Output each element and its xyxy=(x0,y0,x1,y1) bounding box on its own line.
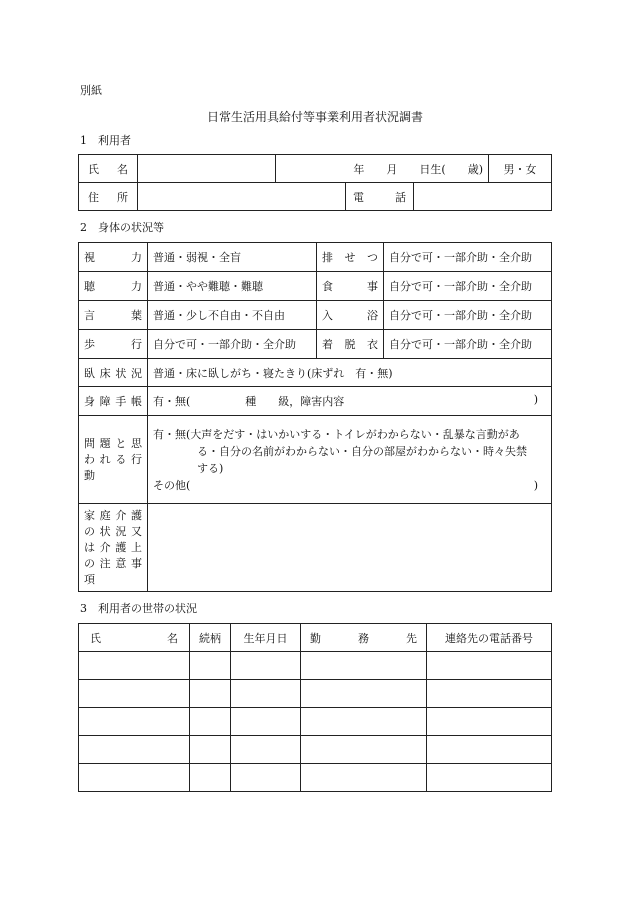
vision-value[interactable]: 普通・弱視・全盲 xyxy=(148,243,317,272)
cell[interactable] xyxy=(79,680,190,708)
cell[interactable] xyxy=(301,764,427,792)
problem-behavior-label: 問 題 と 思 わ れ る 行 動 xyxy=(79,416,148,504)
problem-behavior-value[interactable] xyxy=(148,416,552,504)
problem-other: その他( ) xyxy=(153,478,538,492)
cell[interactable] xyxy=(231,680,301,708)
bedridden-value[interactable]: 普通・床に臥しがち・寝たきり(床ずれ 有・無) xyxy=(148,359,552,387)
dressing-value[interactable]: 自分で可・一部介助・全介助 xyxy=(384,330,552,359)
cell[interactable] xyxy=(301,708,427,736)
cell[interactable] xyxy=(231,764,301,792)
cell[interactable] xyxy=(190,680,231,708)
dressing-label: 着 脱 衣 xyxy=(317,330,384,359)
walking-label: 歩 行 xyxy=(79,330,148,359)
household-table xyxy=(78,623,552,792)
disability-card-value[interactable]: 有・無( 種 級，障害内容 ) xyxy=(148,387,552,416)
hearing-label: 聴 力 xyxy=(79,272,148,301)
cell[interactable] xyxy=(190,708,231,736)
cell[interactable] xyxy=(79,708,190,736)
table-row xyxy=(79,708,552,736)
condition-row xyxy=(79,272,552,301)
physical-condition-table xyxy=(78,242,552,592)
address-field[interactable] xyxy=(138,183,346,211)
cell[interactable] xyxy=(231,708,301,736)
document-title: 日常生活用具給付等事業利用者状況調書 xyxy=(206,110,423,124)
cell[interactable] xyxy=(79,736,190,764)
vision-label: 視 力 xyxy=(79,243,148,272)
section2-heading: 2 身体の状況等 xyxy=(80,221,164,234)
sex-field[interactable] xyxy=(489,155,552,183)
condition-row xyxy=(79,330,552,359)
address-label: 住 所 xyxy=(79,183,138,211)
bathing-label: 入 浴 xyxy=(317,301,384,330)
meal-value[interactable]: 自分で可・一部介助・全介助 xyxy=(384,272,552,301)
problem-line-1: 有・無(大声をだす・はいかいする・トイレがわからない・乱暴な言動があ xyxy=(153,427,520,441)
bathing-value[interactable]: 自分で可・一部介助・全介助 xyxy=(384,301,552,330)
name-label: 氏 名 xyxy=(79,155,138,183)
cell[interactable] xyxy=(427,652,552,680)
excretion-value[interactable]: 自分で可・一部介助・全介助 xyxy=(384,243,552,272)
cell[interactable] xyxy=(231,736,301,764)
table-row xyxy=(79,764,552,792)
table-row xyxy=(79,736,552,764)
cell[interactable] xyxy=(427,680,552,708)
phone-field[interactable] xyxy=(414,183,552,211)
attachment-label: 別紙 xyxy=(80,84,102,97)
speech-value[interactable]: 普通・少し不自由・不自由 xyxy=(148,301,317,330)
home-care-label: 家 庭 介 護 の 状 況 又 は 介 護 上 の 注 意 事 項 xyxy=(79,504,148,592)
cell[interactable] xyxy=(301,680,427,708)
table-row xyxy=(79,680,552,708)
cell[interactable] xyxy=(79,764,190,792)
problem-line-2: る・自分の名前がわからない・自分の部屋がわからない・時々失禁 xyxy=(197,444,527,458)
condition-row xyxy=(79,301,552,330)
hearing-value[interactable]: 普通・やや難聴・難聴 xyxy=(148,272,317,301)
walking-value[interactable]: 自分で可・一部介助・全介助 xyxy=(148,330,317,359)
disability-card-label: 身 障 手 帳 xyxy=(79,387,148,416)
home-care-value[interactable] xyxy=(148,504,552,592)
sex-label: 男・女 xyxy=(503,162,537,176)
section3-heading: 3 利用者の世帯の状況 xyxy=(80,602,197,615)
cell[interactable] xyxy=(190,764,231,792)
col-phone-header: 連絡先の電話番号 xyxy=(427,624,552,652)
problem-line-3: する) xyxy=(197,461,224,475)
condition-row xyxy=(79,243,552,272)
birth-date-field[interactable] xyxy=(276,155,489,183)
section1-heading: 1 利用者 xyxy=(80,134,131,147)
col-name-header: 氏 名 xyxy=(79,624,190,652)
cell[interactable] xyxy=(231,652,301,680)
birth-date-label: 年 月 日生( 歳) xyxy=(353,162,484,176)
cell[interactable] xyxy=(190,652,231,680)
meal-label: 食 事 xyxy=(317,272,384,301)
col-relation-header: 続柄 xyxy=(190,624,231,652)
speech-label: 言 葉 xyxy=(79,301,148,330)
cell[interactable] xyxy=(79,652,190,680)
cell[interactable] xyxy=(190,736,231,764)
phone-label: 電 話 xyxy=(346,183,414,211)
cell[interactable] xyxy=(427,764,552,792)
cell[interactable] xyxy=(427,708,552,736)
user-info-table xyxy=(78,154,552,211)
cell[interactable] xyxy=(301,652,427,680)
table-row xyxy=(79,652,552,680)
name-field[interactable] xyxy=(138,155,276,183)
col-work-header: 勤 務 先 xyxy=(301,624,427,652)
col-birth-header: 生年月日 xyxy=(231,624,301,652)
cell[interactable] xyxy=(301,736,427,764)
bedridden-label: 臥 床 状 況 xyxy=(79,359,148,387)
excretion-label: 排 せ つ xyxy=(317,243,384,272)
cell[interactable] xyxy=(427,736,552,764)
